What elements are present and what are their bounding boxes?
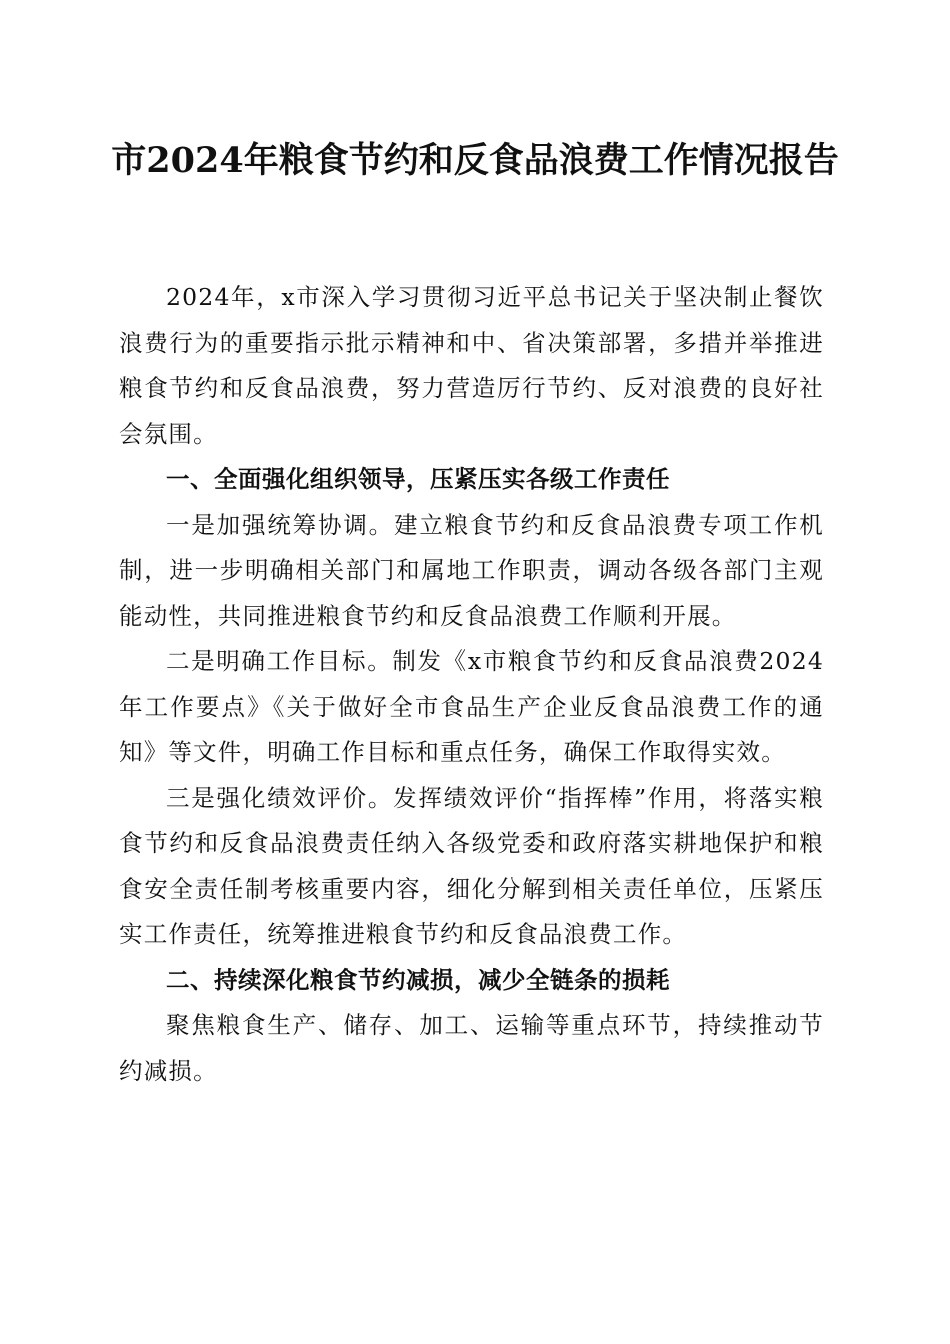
section-2-paragraph: 聚焦粮食生产、储存、加工、运输等重点环节，持续推动节约减损。 xyxy=(119,1011,824,1085)
document-body xyxy=(119,275,824,1094)
item-lead: 二是明确工作目标。 xyxy=(166,647,393,675)
item-text: 建立粮食节约和反食品浪费专项工作机制，进一步明确相关部门和属地工作职责，调动各级各部门主观能动性，共同推进粮食节约和反食品浪费工作顺利开展。 xyxy=(119,510,824,630)
section-1-item-1 xyxy=(119,503,824,640)
section-1-heading: 一、全面强化组织领导，压紧压实各级工作责任 xyxy=(166,465,670,493)
item-lead: 一是加强统筹协调。 xyxy=(166,510,394,539)
item-lead: 三是强化绩效评价。 xyxy=(166,783,394,812)
section-2-heading: 二、持续深化粮食节约减损，减少全链条的损耗 xyxy=(166,965,670,994)
intro-paragraph: 2024年，x市深入学习贯彻习近平总书记关于坚决制止餐饮浪费行为的重要指示批示精神和中、省决策部署，多措并举推进粮食节约和反食品浪费，努力营造厉行节约、反对浪费的良好社会氛围。 xyxy=(119,283,824,448)
item-text: 制发《x市粮食节约和反食品浪费2024年工作要点》《关于做好全市食品生产企业反食品浪费工作的通知》等文件，明确工作目标和重点任务，确保工作取得实效。 xyxy=(119,647,825,766)
section-1-item-3 xyxy=(119,776,824,958)
item-text: 发挥绩效评价“指挥棒”作用，将落实粮食节约和反食品浪费责任纳入各级党委和政府落实耕地保护和粮食安全责任制考核重要内容，细化分解到相关责任单位，压紧压实工作责任，统筹推进粮食节约和反食品浪费工作。 xyxy=(119,783,824,948)
document-title: 市2024年粮食节约和反食品浪费工作情况报告 xyxy=(111,140,839,181)
section-1-item-2 xyxy=(119,639,824,776)
